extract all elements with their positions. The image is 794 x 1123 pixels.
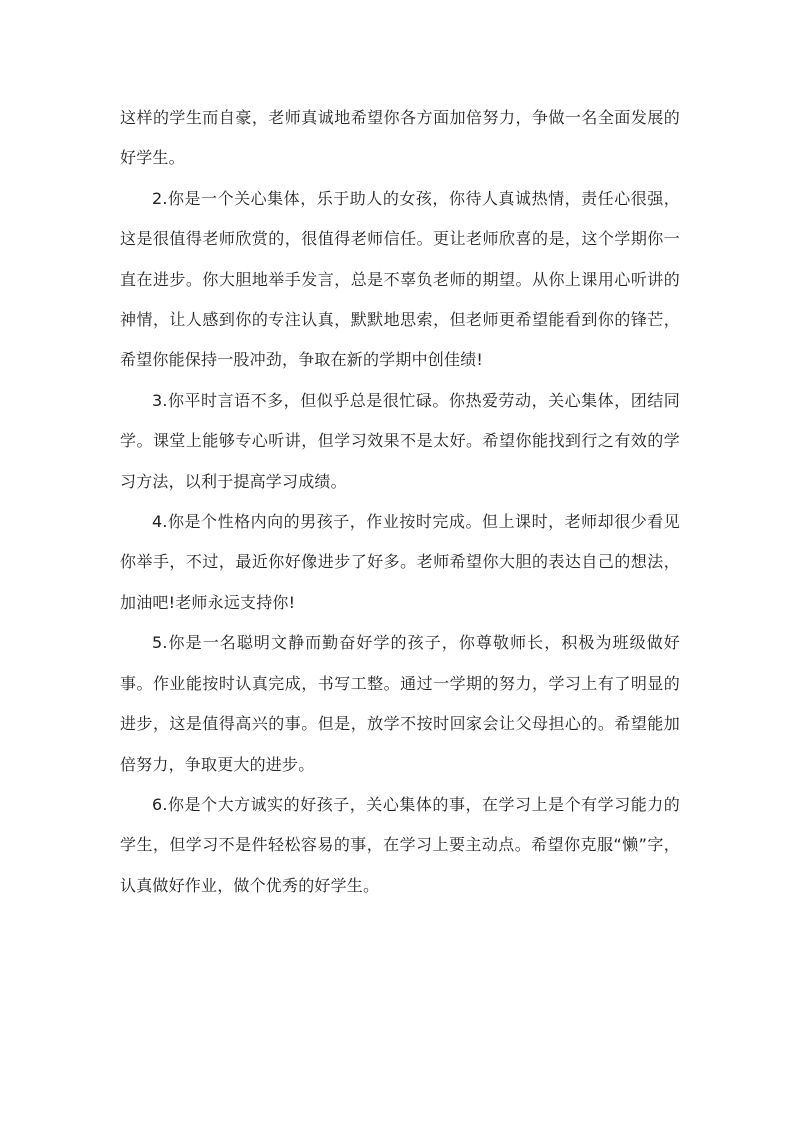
paragraph-comment-3: 3.你平时言语不多，但似乎总是很忙碌。你热爱劳动，关心集体，团结同学。课堂上能够专心听讲，但学习效果不是太好。希望你能找到行之有效的学习方法，以利于提高学习成绩。 — [120, 390, 680, 491]
paragraph-comment-6: 6.你是个大方诚实的好孩子，关心集体的事，在学习上是个有学习能力的学生，但学习不是件轻松容易的事，在学习上要主动点。希望你克服“懒”字，认真做好作业，做个优秀的好学生。 — [120, 794, 680, 895]
document-page — [120, 98, 680, 906]
paragraph-comment-4: 4.你是个性格内向的男孩子，作业按时完成。但上课时，老师却很少看见你举手，不过，最近你好像进步了好多。老师希望你大胆的表达自己的想法，加油吧!老师永远支持你! — [120, 512, 680, 612]
paragraph-comment-5: 5.你是一名聪明文静而勤奋好学的孩子，你尊敬师长，积极为班级做好事。作业能按时认真完成，书写工整。通过一学期的努力，学习上有了明显的进步，这是值得高兴的事。但是，放学不按时回家会让父母担心的。希望能加倍努力，争取更大的进步。 — [120, 633, 680, 774]
paragraph-comment-2: 2.你是一个关心集体，乐于助人的女孩，你待人真诚热情，责任心很强，这是很值得老师欣赏的，很值得老师信任。更让老师欣喜的是，这个学期你一直在进步。你大胆地举手发言，总是不辜负老师的期望。从你上课用心听讲的神情，让人感到你的专注认真，默默地思索，但老师更希望能看到你的锋芒，希望你能保持一股冲劲，争取在新的学期中创佳绩! — [120, 188, 680, 370]
paragraph-continuation: 这样的学生而自豪，老师真诚地希望你各方面加倍努力，争做一名全面发展的好学生。 — [120, 108, 680, 168]
